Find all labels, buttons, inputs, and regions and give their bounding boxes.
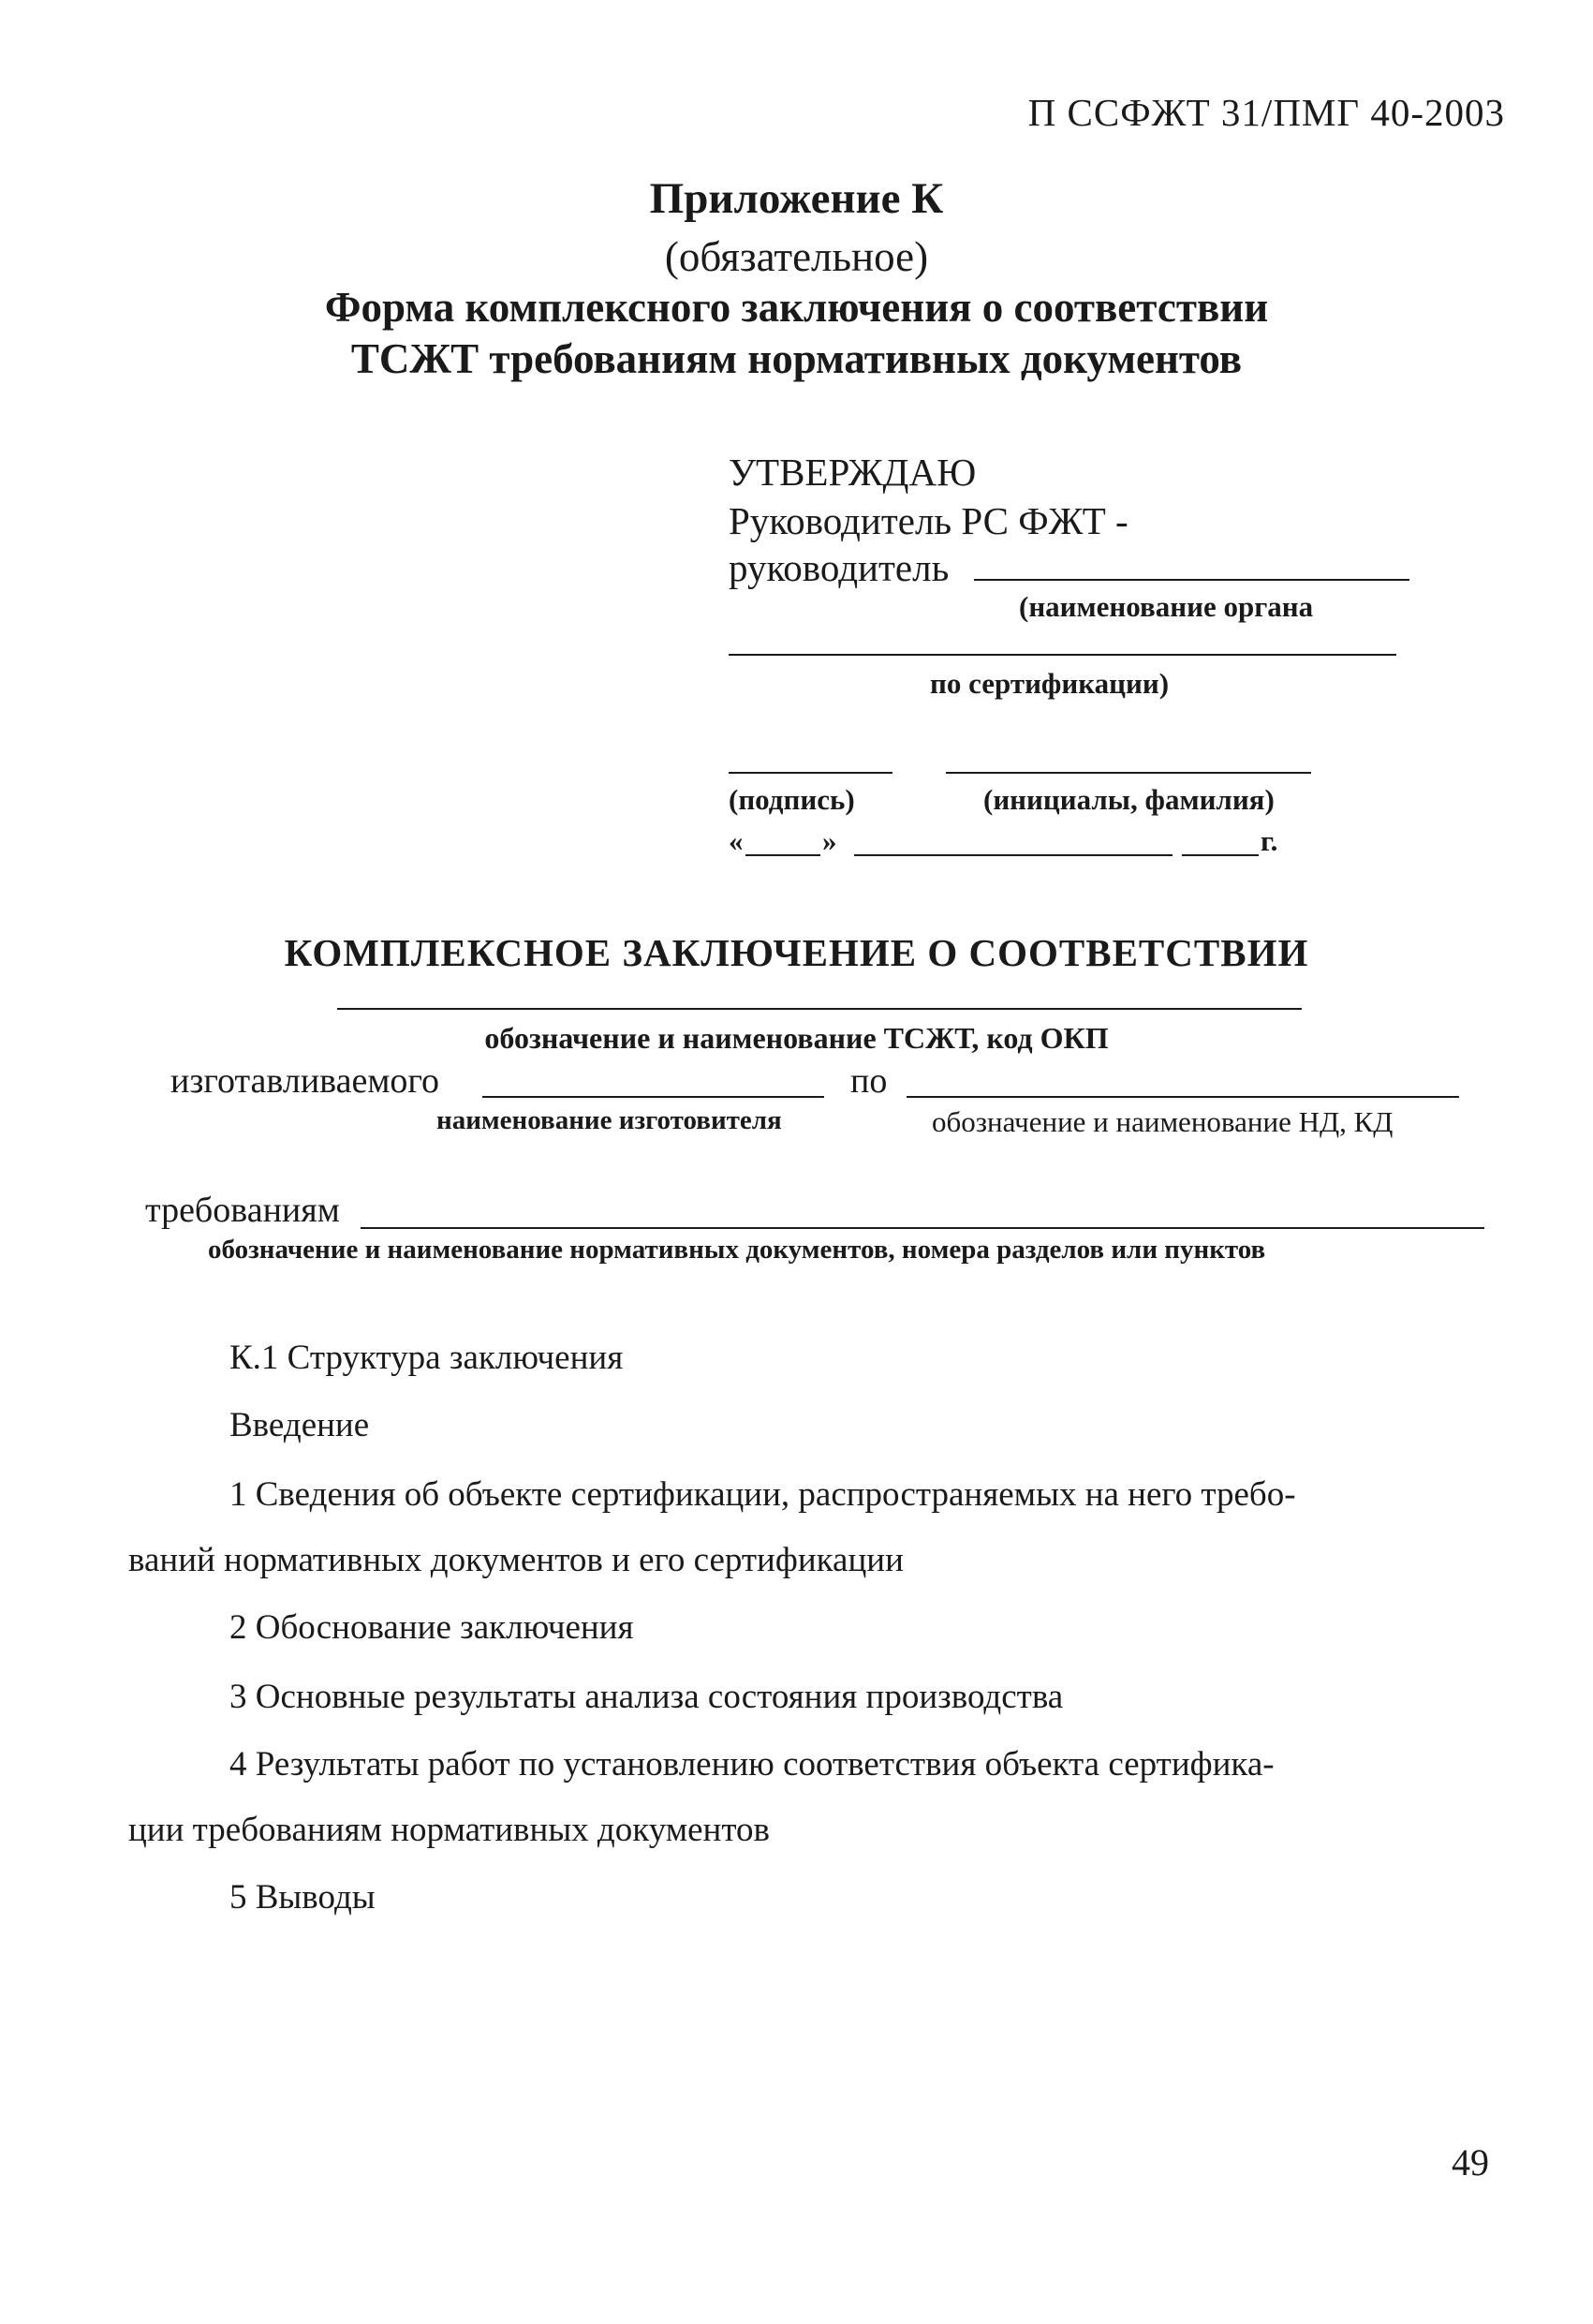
nd-caption: обозначение и наименование НД, КД xyxy=(932,1105,1394,1138)
name-line xyxy=(946,772,1311,774)
structure-item-4-line-1: 4 Результаты работ по установлению соответствия объекта сертифика- xyxy=(229,1745,1275,1784)
date-quote-open: « xyxy=(729,824,744,857)
appendix-status: (обязательное) xyxy=(664,233,929,280)
nd-line xyxy=(907,1096,1459,1098)
org-caption-2: по сертификации) xyxy=(930,667,1170,700)
approver-org-line-2 xyxy=(729,654,1396,656)
structure-item-2: 2 Обоснование заключения xyxy=(229,1608,634,1647)
structure-item-1-line-2: ваний нормативных документов и его сертификации xyxy=(128,1541,904,1579)
requirements-line xyxy=(361,1227,1484,1229)
name-caption: (инициалы, фамилия) xyxy=(983,783,1275,816)
approver-position-line-2: руководитель xyxy=(729,546,950,589)
structure-item-3: 3 Основные результаты анализа состояния производства xyxy=(229,1678,1064,1716)
manufactured-label: изготавливаемого xyxy=(170,1061,440,1101)
structure-item-5: 5 Выводы xyxy=(229,1878,376,1917)
form-title-line-2: ТСЖТ требованиям нормативных документов xyxy=(350,335,1243,382)
structure-item-4-line-2: ции требованиям нормативных документов xyxy=(128,1811,771,1849)
document-code: П ССФЖТ 31/ПМГ 40-2003 xyxy=(1027,91,1505,134)
by-label: по xyxy=(850,1061,888,1101)
manufacturer-line xyxy=(482,1096,824,1098)
approver-position-line-1: Руководитель РС ФЖТ - xyxy=(729,499,1128,542)
date-year-suffix: г. xyxy=(1261,824,1278,857)
page-number: 49 xyxy=(1452,2141,1489,2183)
signature-line xyxy=(729,772,892,774)
appendix-title: Приложение К xyxy=(649,174,944,223)
product-caption: обозначение и наименование ТСЖТ, код ОКП xyxy=(484,1021,1109,1055)
manufacturer-caption: наименование изготовителя xyxy=(436,1105,782,1135)
requirements-label: требованиям xyxy=(145,1191,340,1230)
form-title-line-1: Форма комплексного заключения о соответствии xyxy=(324,284,1269,331)
structure-intro: Введение xyxy=(229,1406,370,1444)
conclusion-heading: КОМПЛЕКСНОЕ ЗАКЛЮЧЕНИЕ О СООТВЕТСТВИИ xyxy=(284,931,1309,974)
org-caption-1: (наименование органа xyxy=(1019,590,1314,623)
structure-item-1-line-1: 1 Сведения об объекте сертификации, распространяемых на него требо- xyxy=(229,1475,1296,1514)
date-quote-close: » xyxy=(822,824,837,857)
requirements-caption: обозначение и наименование нормативных документов, номера разделов или пунктов xyxy=(208,1235,1266,1265)
date-day-line xyxy=(745,854,820,856)
date-year-line xyxy=(1182,854,1259,856)
structure-heading: К.1 Структура заключения xyxy=(229,1339,624,1377)
approver-org-line xyxy=(974,579,1409,581)
date-month-line xyxy=(854,854,1173,856)
signature-caption: (подпись) xyxy=(729,783,855,816)
approve-label: УТВЕРЖДАЮ xyxy=(729,451,977,494)
product-line xyxy=(337,1008,1302,1010)
